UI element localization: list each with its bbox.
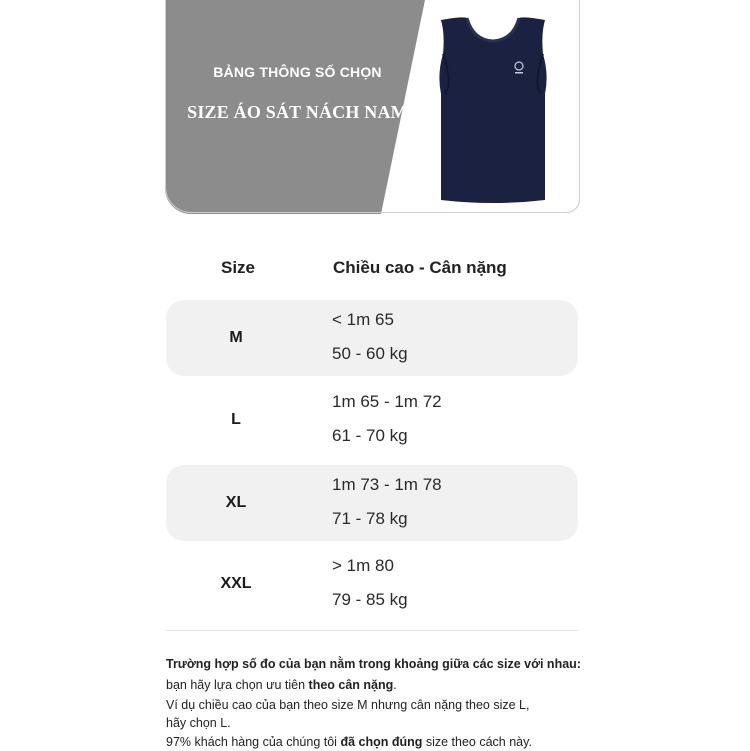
height-range: < 1m 65 xyxy=(332,310,394,329)
header-size: Size xyxy=(221,258,256,277)
note-line-choose: hãy chọn L. xyxy=(166,716,231,730)
size-row-xxl xyxy=(166,546,578,622)
header-measure: Chiều cao - Cân nặng xyxy=(333,258,507,277)
divider xyxy=(166,630,578,631)
note-line-priority xyxy=(166,676,596,694)
size-label: XL xyxy=(225,494,247,511)
weight-range: 50 - 60 kg xyxy=(332,344,408,363)
note-text: 97% khách hàng của chúng tôi xyxy=(166,735,341,749)
note-line-example: Ví dụ chiều cao của bạn theo size M nhưng cân nặng theo size L, xyxy=(166,698,530,712)
note-emphasis: theo cân nặng xyxy=(308,678,394,692)
banner-title-line2: SIZE ÁO SÁT NÁCH NAM xyxy=(187,102,408,122)
height-range: > 1m 80 xyxy=(332,556,394,575)
size-label: M xyxy=(229,329,243,346)
note-text: bạn hãy lựa chọn ưu tiên xyxy=(166,678,309,692)
banner-title-line1: BẢNG THÔNG SỐ CHỌN xyxy=(213,64,382,80)
banner xyxy=(165,0,580,214)
note-line-stat xyxy=(166,733,596,751)
size-row-l xyxy=(166,382,578,458)
height-range: 1m 65 - 1m 72 xyxy=(332,392,442,411)
weight-range: 61 - 70 kg xyxy=(332,426,408,445)
note-text: size theo cách này. xyxy=(422,735,532,749)
note-emphasis: đã chọn đúng xyxy=(340,735,423,749)
weight-range: 79 - 85 kg xyxy=(332,590,408,609)
size-label: XXL xyxy=(220,575,252,592)
size-row-m xyxy=(166,300,578,376)
tank-top-image xyxy=(433,14,553,206)
size-row-xl xyxy=(166,465,578,541)
note-text: . xyxy=(393,678,397,692)
weight-range: 71 - 78 kg xyxy=(332,509,408,528)
note-heading: Trường hợp số đo của bạn nằm trong khoảng giữa các size với nhau: xyxy=(166,657,581,671)
height-range: 1m 73 - 1m 78 xyxy=(332,475,442,494)
size-label: L xyxy=(231,411,241,428)
